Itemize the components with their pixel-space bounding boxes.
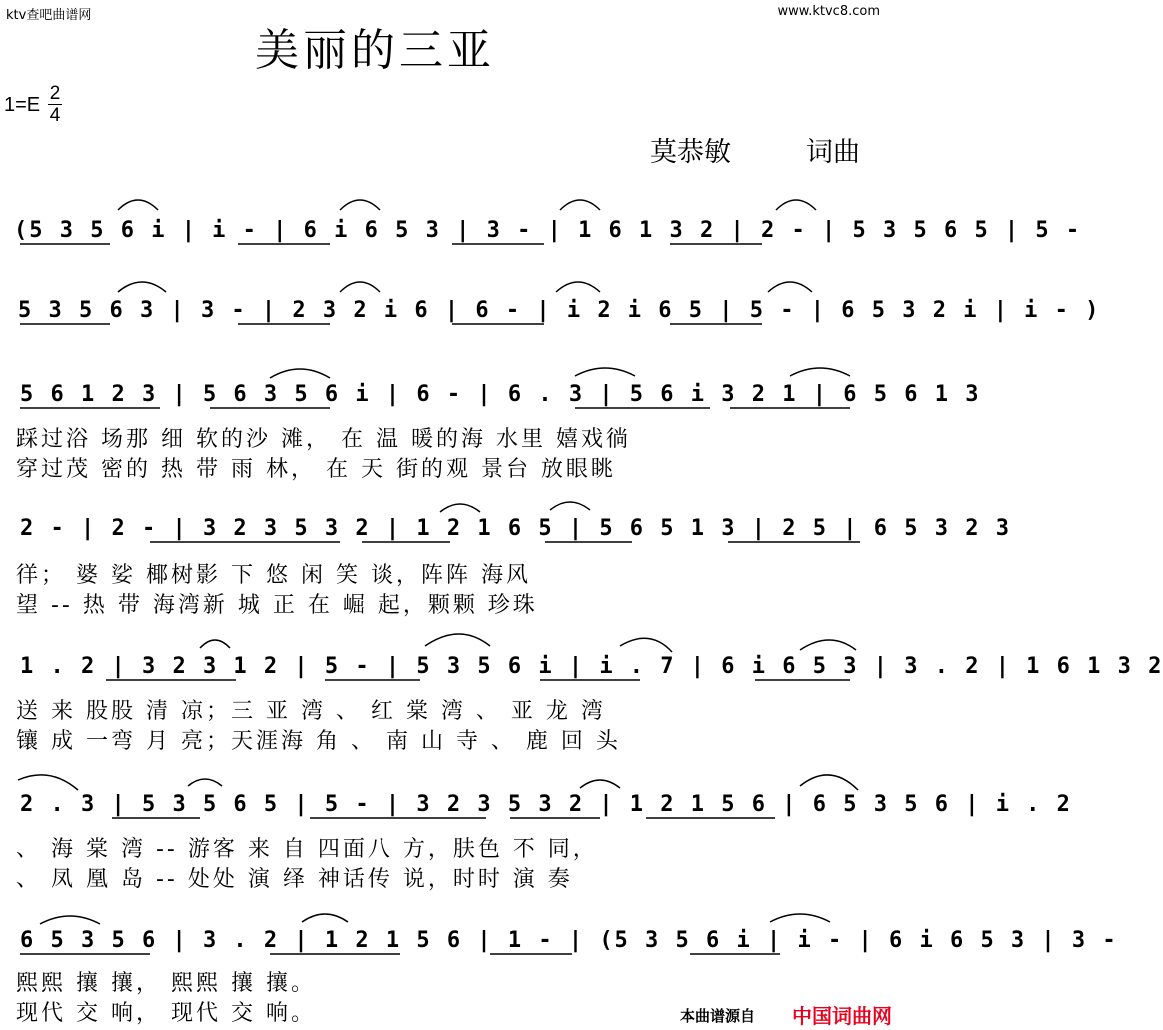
slur-arc <box>118 282 166 292</box>
notation-line-2: 5 3 5 6 3 | 3 - | 2 3 2 i 6 | 6 - | i 2 i 6 5 | 5 - | 6 5 3 2 i | i - ) <box>18 298 1101 323</box>
slur-arc <box>800 775 858 790</box>
footer-source: 本曲谱源自 <box>680 1007 756 1025</box>
notation-line-5: 1 . 2 | 3 2 3 1 2 | 5 - | 5 3 5 6 i | i . 7 | 6 i 6 5 3 | 3 . 2 | 1 6 1 3 2 <box>20 654 1163 679</box>
slur-arc <box>790 368 850 376</box>
notation-line-7: 6 5 3 5 6 | 3 . 2 | 1 2 1 5 6 | 1 - | (5 3 5 6 i | i - | 6 i 6 5 3 | 3 - <box>20 928 1118 953</box>
lyric-line-4: 望 -- 热 带 海湾新 城 正 在 崛 起，颗颗 珍珠 <box>16 593 538 618</box>
slur-arc <box>270 369 330 378</box>
lyric-line-2: 穿过茂 密的 热 带 雨 林， 在 天 街的观 景台 放眼眺 <box>16 457 616 482</box>
slur-arc <box>556 282 600 292</box>
slur-arc <box>340 200 380 210</box>
slur-arc <box>560 200 600 210</box>
watermark-left: ktv查吧曲谱网 <box>6 8 92 23</box>
lyric-line-7: 、 海 棠 湾 -- 游客 来 自 四面八 方，肤色 不 同， <box>16 837 598 862</box>
time-signature-bottom: 4 <box>49 105 61 126</box>
notation-line-3: 5 6 1 2 3 | 5 6 3 5 6 i | 6 - | 6 . 3 | 5 6 i 3 2 1 | 6 5 6 1 3 <box>20 382 981 407</box>
slur-arc <box>440 504 480 512</box>
lyric-line-1: 踩过浴 场那 细 软的沙 滩， 在 温 暖的海 水里 嬉戏徜 <box>16 427 631 452</box>
slur-arc <box>200 640 230 648</box>
slur-arc <box>776 200 816 210</box>
slur-arc <box>40 916 100 924</box>
slur-arc <box>188 779 222 786</box>
credit-name: 莫恭敏 <box>650 137 731 168</box>
slur-arc <box>340 282 380 292</box>
notation-line-6: 2 . 3 | 5 3 5 6 5 | 5 - | 3 2 3 5 3 2 | 1 2 1 5 6 | 6 5 3 5 6 | i . 2 <box>20 792 1072 817</box>
lyric-line-5: 送 来 股股 清 凉；三 亚 湾 、 红 棠 湾 、 亚 龙 湾 <box>16 699 606 724</box>
lyric-line-3: 徉； 婆 娑 椰树影 下 悠 闲 笑 谈，阵阵 海风 <box>16 563 531 588</box>
footer-site-link[interactable]: 中国词曲网 <box>792 1004 892 1028</box>
lyric-line-10: 现代 交 响， 现代 交 响。 <box>16 1001 316 1026</box>
notation-line-4: 2 - | 2 - | 3 2 3 5 3 2 | 1 2 1 6 5 | 5 6 5 1 3 | 2 5 | 6 5 3 2 3 <box>20 516 1011 541</box>
lyric-line-6: 镶 成 一弯 月 亮；天涯海 角 、 南 山 寺 、 鹿 回 头 <box>16 729 621 754</box>
slur-arc <box>550 502 590 510</box>
slur-arc <box>575 368 635 376</box>
time-signature-top: 2 <box>49 83 61 104</box>
slur-arc <box>770 914 830 922</box>
key-signature: 1=E <box>4 94 41 116</box>
slur-arc <box>768 282 812 292</box>
slur-arc <box>620 638 672 652</box>
notation-line-1: (5 3 5 6 i | i - | 6 i 6 5 3 | 3 - | 1 6 1 3 2 | 2 - | 5 3 5 6 5 | 5 - <box>14 218 1082 243</box>
slur-arc <box>425 634 490 646</box>
watermark-right: www.ktvc8.com <box>777 4 880 19</box>
slur-arc <box>800 640 856 650</box>
slur-arc <box>580 780 620 788</box>
slur-arc <box>18 775 78 790</box>
slur-arc <box>118 200 158 210</box>
credit-role: 词曲 <box>806 137 860 168</box>
slur-arc <box>302 914 348 922</box>
lyric-line-9: 熙熙 攘 攘， 熙熙 攘 攘。 <box>16 971 316 996</box>
lyric-line-8: 、 凤 凰 岛 -- 处处 演 绎 神话传 说，时时 演 奏 <box>16 867 573 892</box>
song-title: 美丽的三亚 <box>255 25 495 76</box>
